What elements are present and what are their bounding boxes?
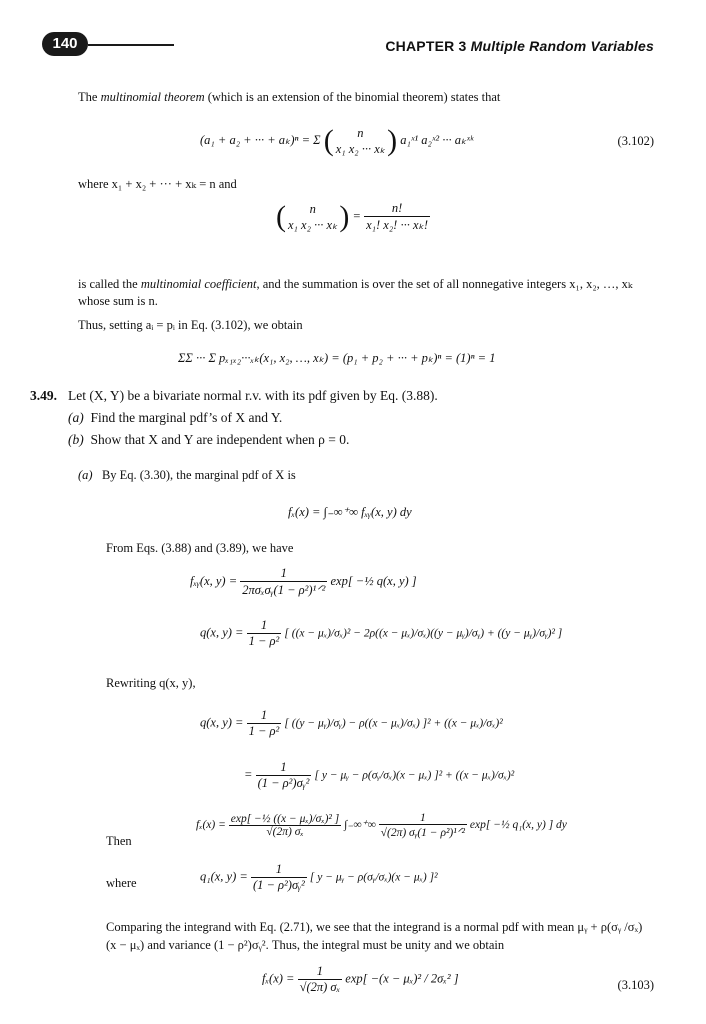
from-eqs-line: From Eqs. (3.88) and (3.89), we have xyxy=(106,541,294,555)
coefficient-paragraph-2: whose sum is n. xyxy=(78,294,158,308)
eq-lhs: q(x, y) = xyxy=(200,715,244,730)
equation-number: (3.102) xyxy=(617,134,654,148)
joint-pdf-eq xyxy=(190,566,417,598)
eq-lhs: (a₁ + a₂ + ··· + aₖ)ⁿ = Σ xyxy=(200,132,321,147)
eq-rhs: [ ((y − μᵧ)/σᵧ) − ρ((x − μₓ)/σₓ) ]² + ((x − μₓ)/σₓ)² xyxy=(284,717,503,730)
equation-3-102: (a₁ + a₂ + ··· + aₖ)ⁿ = Σ ( n x₁ x₂ ··· xₖ ) a₁ˣ¹ a₂ˣ² ··· aₖˣᵏ xyxy=(200,124,474,157)
eq-rhs: [ y − μᵧ − ρ(σᵧ/σₓ)(x − μₓ) ]² + ((x − μₓ)/σₓ)² xyxy=(314,769,515,782)
frac-num: 1 xyxy=(379,812,467,825)
part-text: By Eq. (3.30), the marginal pdf of X is xyxy=(101,468,296,482)
eq-lhs: fₓᵧ(x, y) = xyxy=(190,573,238,588)
chapter-label: CHAPTER 3 xyxy=(385,38,467,54)
part-text: Show that X and Y are independent when ρ = 0. xyxy=(90,432,350,447)
marginal-pdf-eq: fₓ(x) = ∫₋∞⁺∞ fₓᵧ(x, y) dy xyxy=(288,505,412,519)
frac-den: √(2π) σᵧ(1 − ρ²)¹ᐟ² xyxy=(380,827,466,839)
then-label: Then xyxy=(106,834,132,848)
text: The xyxy=(78,90,101,104)
eq-rhs: [ ((x − μₓ)/σₓ)² − 2ρ((x − μₓ)/σₓ)((y − μᵧ)/σᵧ) + ((y − μᵧ)/σᵧ)² ] xyxy=(284,627,563,640)
eq-lhs: q₁(x, y) = xyxy=(200,869,248,884)
frac-num: 1 xyxy=(247,708,282,724)
part-label: (a) xyxy=(68,410,84,425)
problem-number: 3.49. xyxy=(30,388,57,403)
comparing-paragraph: Comparing the integrand with Eq. (2.71), we see that the integrand is a normal pdf with mean μᵧ + ρ(σᵧ /σₓ) xyxy=(106,920,643,934)
eq-rhs: [ y − μᵧ − ρ(σᵧ/σₓ)(x − μₓ) ]² xyxy=(309,871,438,884)
part-label: (a) xyxy=(78,468,93,482)
eq-rhs: a₁ˣ¹ a₂ˣ² ··· aₖˣᵏ xyxy=(400,132,474,147)
coef-bot: x₁ x₂ ··· xₖ xyxy=(335,141,386,156)
frac-num: exp[ −½ ((x − μₓ)/σₓ)² ] xyxy=(230,813,340,825)
frac-num: 1 xyxy=(256,760,312,776)
term: multinomial theorem xyxy=(100,90,205,104)
solution-part-a xyxy=(78,468,296,483)
problem-statement: Let (X, Y) be a bivariate normal r.v. with its pdf given by Eq. (3.88). xyxy=(68,388,438,403)
where-label: where xyxy=(106,876,137,890)
frac-num: 1 xyxy=(251,862,307,878)
rewriting-line: Rewriting q(x, y), xyxy=(106,676,196,690)
problem-part-b xyxy=(68,432,349,448)
setting-paragraph: Thus, setting aᵢ = pᵢ in Eq. (3.102), we obtain xyxy=(78,318,303,332)
eq-lhs: q(x, y) = xyxy=(200,625,244,640)
page-number-badge: 140 xyxy=(42,32,88,56)
problem-part-a xyxy=(68,410,282,426)
running-header xyxy=(385,38,654,54)
text: (which is an extension of the binomial theorem) states that xyxy=(204,90,501,104)
q1-definition-eq xyxy=(200,862,438,893)
where-line: where x₁ + x₂ + ··· + xₖ = n and xyxy=(78,177,237,191)
frac-den: √(2π) σₓ xyxy=(266,826,304,838)
frac-den: (1 − ρ²)σᵧ² xyxy=(257,776,310,790)
q-rewrite-eq-2 xyxy=(244,760,514,791)
comparing-paragraph-2: (x − μₓ) and variance (1 − ρ²)σᵧ². Thus, the integral must be unity and we obtain xyxy=(106,938,505,952)
q-rewrite-eq-1 xyxy=(200,708,503,739)
q-definition-eq xyxy=(200,618,562,649)
text: is called the xyxy=(78,277,141,291)
integral-sign: ∫₋∞⁺∞ xyxy=(344,819,376,832)
frac-den: 1 − ρ² xyxy=(248,634,280,648)
frac-num: 1 xyxy=(240,566,327,582)
frac-den: 1 − ρ² xyxy=(248,724,280,738)
frac-num: 1 xyxy=(298,964,343,980)
coef xyxy=(334,126,387,157)
eq-lhs: = xyxy=(244,767,253,782)
eq-lhs: fₓ(x) = xyxy=(262,971,295,986)
coefficient-paragraph xyxy=(78,276,632,292)
frac-num: 1 xyxy=(247,618,282,634)
frac-den: (1 − ρ²)σᵧ² xyxy=(252,878,305,892)
header-rule xyxy=(88,44,174,46)
coef-top: n xyxy=(309,201,316,216)
marginal-integral-eq xyxy=(196,812,567,839)
eq-rhs: exp[ −½ q₁(x, y) ] dy xyxy=(469,819,567,832)
frac-den: 2πσₓσᵧ(1 − ρ²)¹ᐟ² xyxy=(242,583,326,597)
text: , and the summation is over the set of all nonnegative integers x₁, x₂, …, xₖ xyxy=(256,277,633,291)
frac-num: n! xyxy=(364,201,430,217)
frac-den: x₁! x₂! ··· xₖ! xyxy=(366,218,429,232)
coef-bot: x₁ x₂ ··· xₖ xyxy=(288,217,338,232)
part-text: Find the marginal pdf’s of X and Y. xyxy=(90,410,283,425)
equation-number: (3.103) xyxy=(617,978,654,992)
chapter-title: Multiple Random Variables xyxy=(470,38,654,54)
intro-paragraph xyxy=(78,90,500,105)
equation-3-103 xyxy=(262,964,459,995)
coef-top: n xyxy=(357,125,364,140)
frac-den: √(2π) σₓ xyxy=(299,980,341,994)
eq-rhs: exp[ −½ q(x, y) ] xyxy=(330,573,417,588)
multinomial-coefficient-eq: ( n x₁ x₂ ··· xₖ ) = $\frac{n!}{\text{x₁! x₂! ··· xₖ!}}$ xyxy=(276,200,429,233)
term: multinomial coefficient xyxy=(140,277,257,291)
eq-lhs: fₓ(x) = xyxy=(196,819,226,832)
eq-rhs: exp[ −(x − μₓ)² / 2σₓ² ] xyxy=(345,971,459,986)
part-label: (b) xyxy=(68,432,84,447)
sum-equation: ΣΣ ··· Σ pₓ₁ₓ₂···ₓₖ(x₁, x₂, …, xₖ) = (p₁ + p₂ + ··· + pₖ)ⁿ = (1)ⁿ = 1 xyxy=(178,351,496,365)
